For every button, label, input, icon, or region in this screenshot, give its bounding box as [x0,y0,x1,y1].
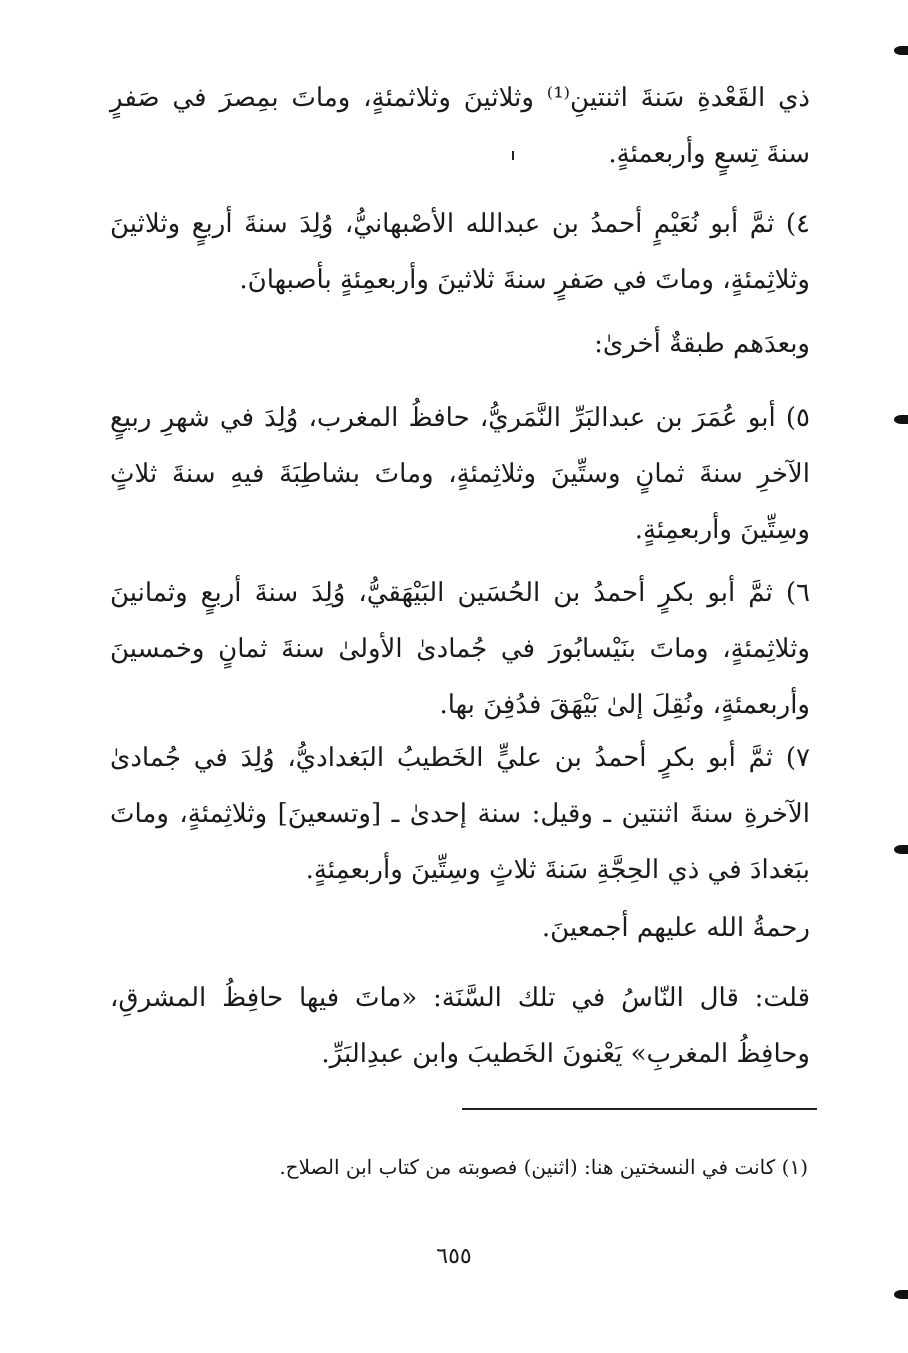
paragraph-next-generation: وبعدَهم طبقةٌ أخرىٰ: [594,329,810,359]
paragraph-bayhaqi: ٦) ثمَّ أبو بكرٍ أحمدُ بن الحُسَين البَيْهَقيُّ، وُلِدَ سنةَ أربعٍ وثمانينَ وثلاثِمئةٍ، وماتَ بنَيْسابُورَ في جُمادىٰ الأولىٰ سنةَ ثمانٍ وخمسينَ وأربعمئةٍ، ونُقِلَ إلىٰ بَيْهَقَ فدُفِنَ بها. [110,578,810,720]
scan-edge-mark [894,415,908,424]
footnote-divider [462,1108,817,1110]
paragraph-abu-nuaym: ٤) ثمَّ أبو نُعَيْمٍ أحمدُ بن عبدالله الأصْبهانيُّ، وُلِدَ سنةَ أربعٍ وثلاثينَ وثلاثِمئةٍ، وماتَ في صَفرٍ سنةَ ثلاثينَ وأربعمِئةٍ بأصبهانَ. [110,209,810,295]
footnote: (١) كانت في النسختين هنا: (اثنين) فصوبته من كتاب ابن الصلاح. [279,1155,808,1179]
scan-edge-mark [894,845,908,854]
scan-edge-mark [894,46,908,55]
paragraph-ibn-abd-al-barr: ٥) أبو عُمَرَ بن عبدالبَرِّ النَّمَريُّ، حافظُ المغرب، وُلِدَ في شهرِ ربيعٍ الآخرِ سنةَ ثمانٍ وستِّينَ وثلاثِمئةٍ، وماتَ بشاطِبَةَ فيهِ سنةَ ثلاثٍ وسِتِّينَ وأربعمِئةٍ. [110,403,810,545]
paragraph-khatib-baghdadi: ٧) ثمَّ أبو بكرٍ أحمدُ بن عليٍّ الخَطيبُ البَغداديُّ، وُلِدَ في جُمادىٰ الآخرةِ سنةَ اثنتين ـ وقيل: سنة إحدىٰ ـ [وتسعينَ] وثلاثِمئةٍ، وماتَ ببَغدادَ في ذي الحِجَّةِ سَنةَ ثلاثٍ وسِتِّينَ وأربعمِئةٍ. [110,743,810,885]
paragraph-comment: قلت: قال النّاسُ في تلك السَّنَة: «ماتَ فيها حافِظُ المشرقِ، وحافِظُ المغربِ» يَعْنونَ الخَطيبَ وابن عبدِالبَرِّ. [110,983,810,1069]
ink-speck [512,151,514,160]
page-number: ٦٥٥ [436,1244,472,1269]
paragraph-prayer: رحمةُ الله عليهم أجمعينَ. [541,913,810,943]
scan-edge-mark [894,1290,908,1299]
paragraph-1: ذي القَعْدةِ سَنةَ اثنتينِ⁽¹⁾ وثلاثينَ وثلاثمئةٍ، وماتَ بمِصرَ في صَفرٍ سنةَ تِسعٍ وأربعمئةٍ. [110,83,811,169]
